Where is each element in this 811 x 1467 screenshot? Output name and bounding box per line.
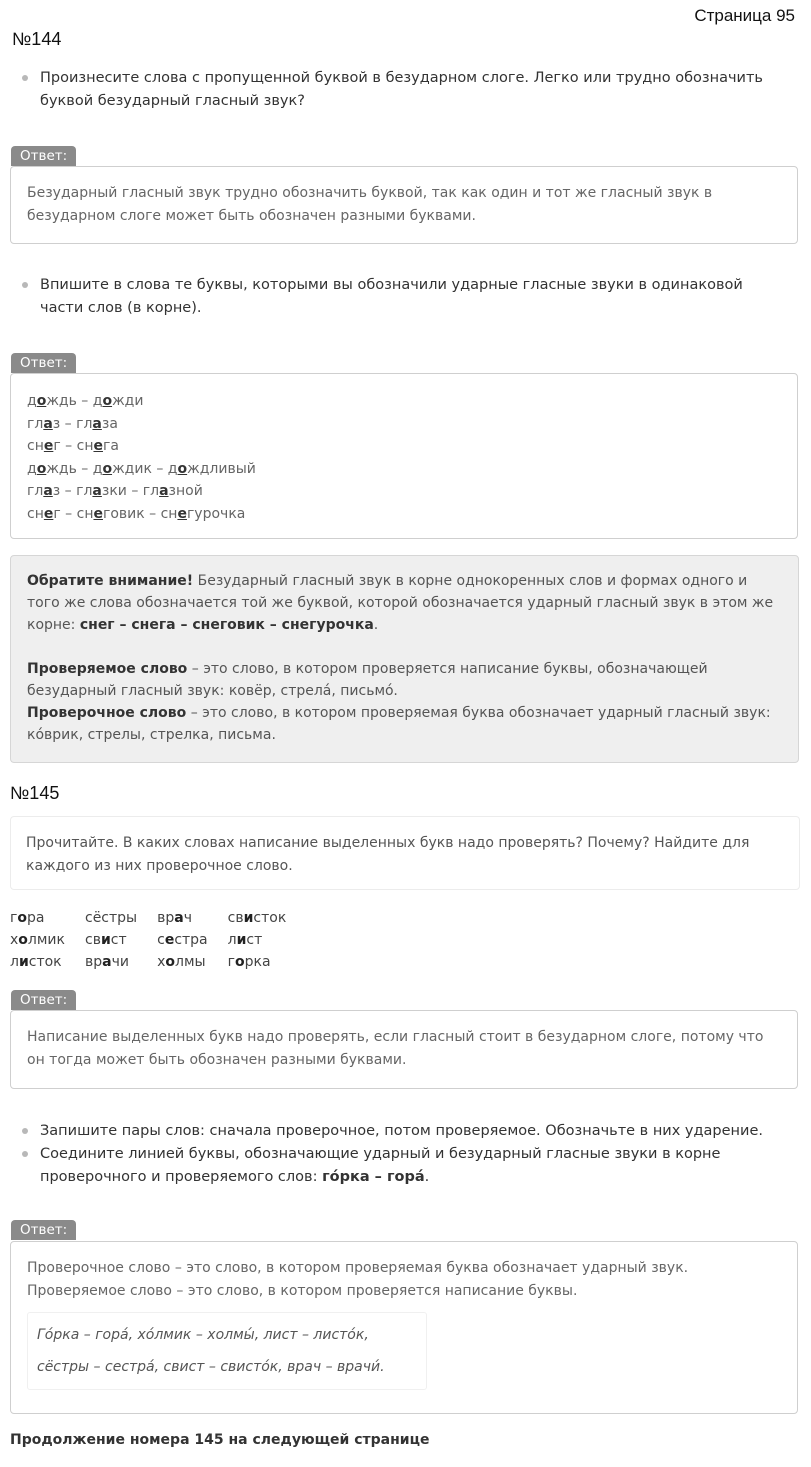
answer-label: Ответ: <box>11 353 76 373</box>
answer-box-145-1 <box>10 1010 798 1089</box>
note-example: снег – снега – снеговик – снегурочка <box>79 617 374 633</box>
stressed-vowel: о <box>102 460 113 477</box>
stressed-vowel: о <box>102 393 113 409</box>
note-paragraph-1: Обратите внимание! Безударный гласный звук в корне однокоренных слов и формах одного и того же слова обозначается той же буквой, которой обозначается ударный гласный звук в этом же корне: снег – снега – снеговик – снегурочка. <box>27 573 774 633</box>
highlighted-letter: и <box>236 932 247 948</box>
handwritten-line-2: сёстры – сестрá, свист – свистóк, врач – врачи́. <box>37 1359 385 1375</box>
answer-box-145-2 <box>10 1241 798 1414</box>
word-pairs-list <box>27 390 781 525</box>
continuation-note: Продолжение номера 145 на следующей странице <box>10 1432 430 1448</box>
highlighted-letter: а <box>174 910 184 926</box>
stressed-vowel: е <box>177 505 187 522</box>
bullet-item: Произнесите слова с пропущенной буквой в безударном слоге. Легко или трудно обозначить буквой безударный гласный звук? <box>20 67 780 113</box>
word-cell: холмы <box>157 954 206 970</box>
task145-instructions <box>20 1120 790 1189</box>
bullet-example: гóрка – горá <box>322 1169 425 1185</box>
answer-line-2: Проверяемое слово – это слово, в котором проверяется написание буквы. <box>27 1282 578 1299</box>
handwritten-answer <box>27 1312 427 1390</box>
stressed-vowel: а <box>92 415 102 432</box>
term-checking-word: Проверочное слово <box>27 705 187 721</box>
answer-box-144-1 <box>10 166 798 244</box>
task144-instructions-1 <box>20 67 780 113</box>
word-cell: листок <box>10 954 62 970</box>
answer-box-144-2 <box>10 373 798 539</box>
word-pair-line: дождь – дождик – дождливый <box>27 460 256 477</box>
stressed-vowel: е <box>93 438 103 454</box>
stressed-vowel: о <box>36 393 47 409</box>
highlighted-letter: о <box>165 954 176 970</box>
word-row <box>10 929 306 951</box>
task-number-144: №144 <box>12 29 62 49</box>
task-text: Прочитайте. В каких словах написание выделенных букв надо проверять? Почему? Найдите для каждого из них проверочное слово. <box>26 835 750 874</box>
highlighted-letter: а <box>102 954 112 970</box>
word-cell: свист <box>85 932 127 948</box>
word-cell: врачи <box>85 954 129 970</box>
word-cell: горка <box>227 954 271 970</box>
highlighted-letter: о <box>17 910 27 926</box>
bullet-item: Запишите пары слов: сначала проверочное, потом проверяемое. Обозначьте в них ударение. <box>20 1120 790 1143</box>
stressed-vowel: а <box>43 483 53 499</box>
highlighted-letter: и <box>243 910 254 926</box>
stressed-vowel: а <box>92 483 102 499</box>
highlighted-letter: о <box>235 954 245 970</box>
word-cell: сестра <box>157 932 208 948</box>
note-box <box>10 555 799 763</box>
answer-text: Написание выделенных букв надо проверять, если гласный стоит в безударном слоге, потому что он тогда может быть обозначен разными буквами. <box>27 1029 764 1068</box>
answer-line-1: Проверочное слово – это слово, в котором проверяемая буква обозначает ударный звук. <box>27 1260 689 1276</box>
highlighted-letter: е <box>164 932 175 948</box>
term-checked-word: Проверяемое слово <box>27 661 188 677</box>
word-pair-line: снег – снега <box>27 438 119 454</box>
highlighted-letter: и <box>18 954 29 970</box>
note-paragraph-2: Проверяемое слово – это слово, в котором проверяется написание буквы, обозначающей безударный гласный звук: ковёр, стрелá, письмó. <box>27 661 708 699</box>
word-pair-line: глаз – глазки – глазной <box>27 483 203 499</box>
answer-label: Ответ: <box>11 990 76 1010</box>
highlighted-letter: о <box>18 932 28 948</box>
word-cell: сёстры <box>85 910 138 926</box>
stressed-vowel: а <box>43 415 53 432</box>
answer-label: Ответ: <box>11 1220 76 1240</box>
word-row <box>10 951 306 973</box>
note-attention-label: Обратите внимание! <box>27 573 194 589</box>
stressed-vowel: о <box>177 460 188 477</box>
highlighted-letter: и <box>100 932 111 948</box>
handwritten-line-1: Гóрка – горá, хóлмик – холмы́, лист – листóк, <box>37 1327 369 1343</box>
bullet-item: Соедините линией буквы, обозначающие ударный и безударный гласные звуки в корне проверочного и проверяемого слов: гóрка – горá. <box>20 1143 790 1189</box>
stressed-vowel: е <box>43 505 54 522</box>
word-pair-line: снег – снеговик – снегурочка <box>27 505 246 522</box>
stressed-vowel: о <box>36 460 47 477</box>
word-pair-line: дождь – дожди <box>27 393 144 409</box>
stressed-vowel: е <box>93 505 103 522</box>
note-paragraph-3: Проверочное слово – это слово, в котором проверяемая буква обозначает ударный гласный звук: кóврик, стрелы, стрелка, письма. <box>27 705 771 743</box>
word-cell: лист <box>227 932 263 948</box>
word-pair-line: глаз – глаза <box>27 415 118 432</box>
answer-label: Ответ: <box>11 146 76 166</box>
page-number: Страница 95 <box>694 6 795 25</box>
stressed-vowel: е <box>43 438 54 454</box>
word-cell: гора <box>10 910 45 926</box>
stressed-vowel: а <box>159 483 169 499</box>
word-cell: холмик <box>10 932 65 948</box>
word-cell: врач <box>157 910 192 926</box>
answer-text: Безударный гласный звук трудно обозначить буквой, так как один и тот же гласный звук в безударном слоге может быть обозначен разными буквами. <box>27 185 713 224</box>
task-box-145 <box>10 816 800 890</box>
word-row <box>10 907 306 929</box>
word-table <box>10 907 306 973</box>
word-cell: свисток <box>227 910 287 926</box>
task-number-145: №145 <box>10 783 60 803</box>
bullet-item: Впишите в слова те буквы, которыми вы обозначили ударные гласные звуки в одинаковой части слов (в корне). <box>20 274 790 320</box>
task144-instructions-2 <box>20 274 790 320</box>
